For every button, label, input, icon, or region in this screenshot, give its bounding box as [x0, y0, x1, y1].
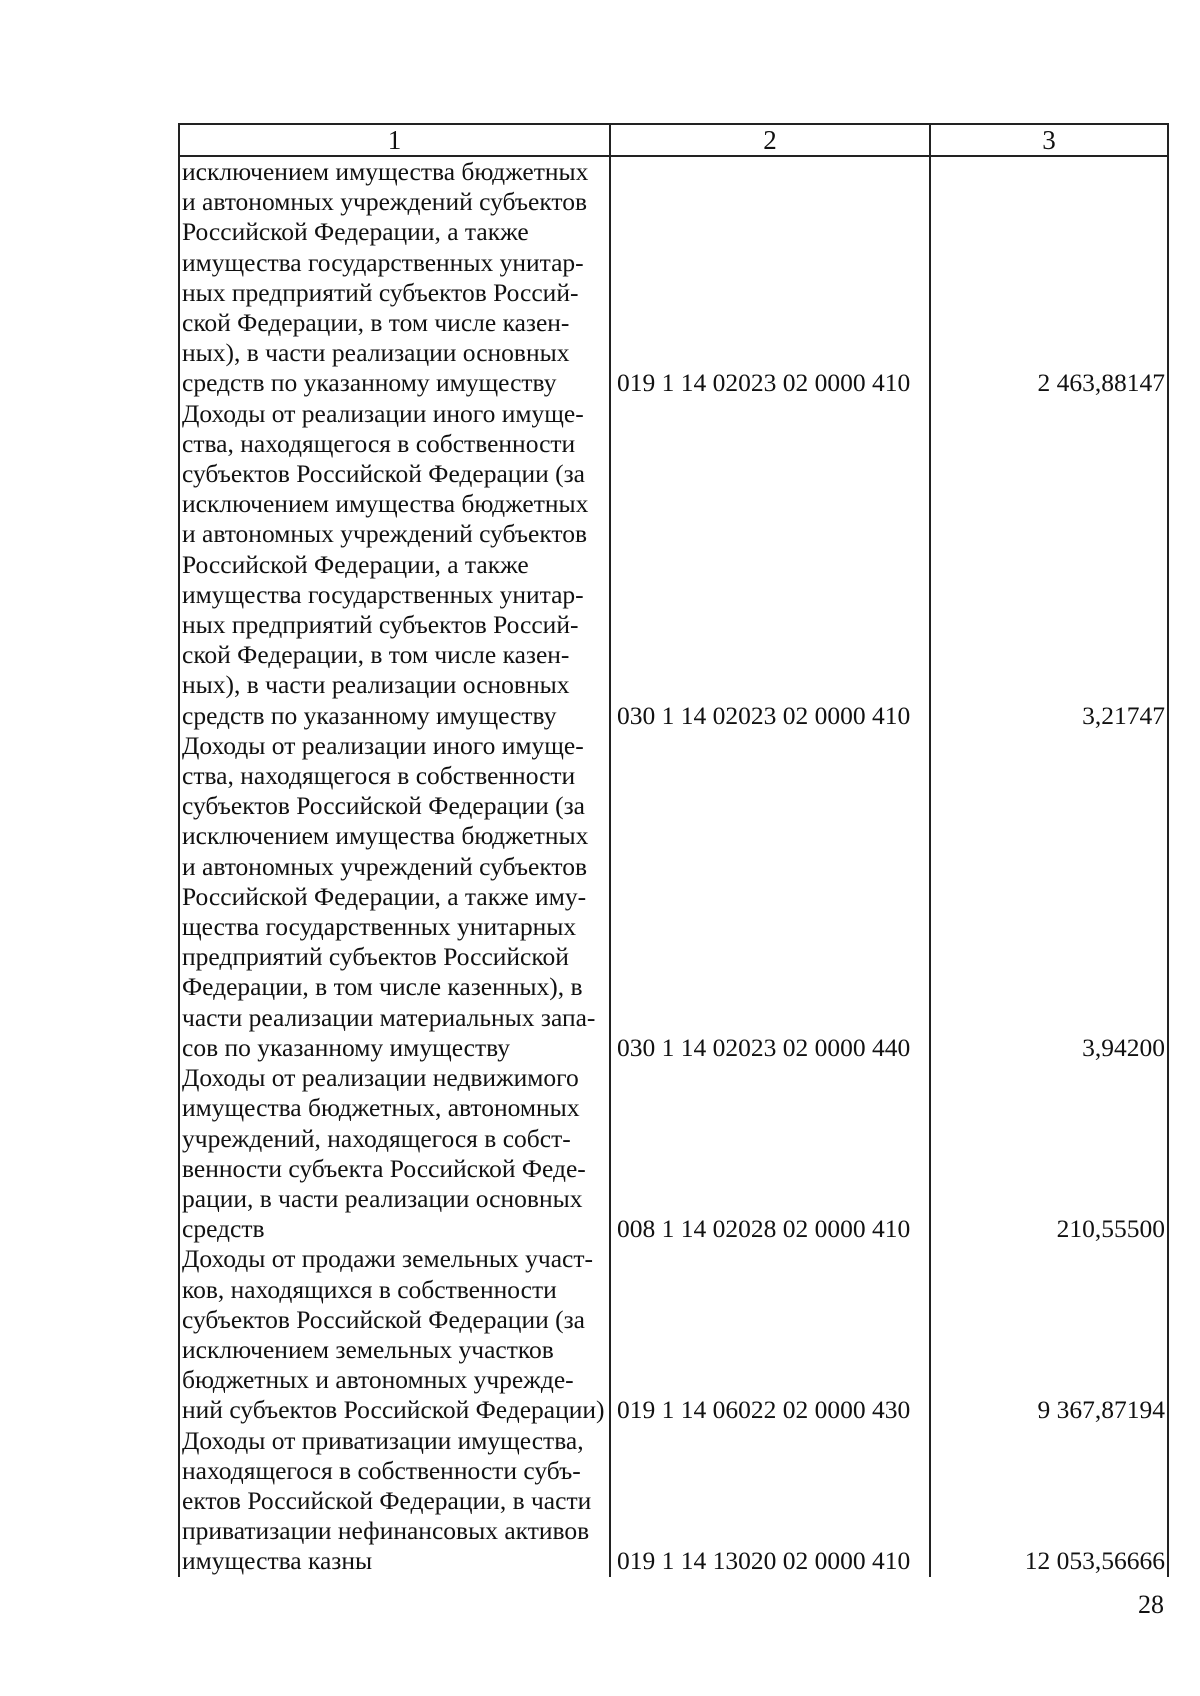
table-row — [180, 1063, 1167, 1244]
header-col-1: 1 — [180, 125, 611, 155]
row-description: Доходы от продажи земельных участ- ков, находящихся в собственности субъектов Российской Федерации (за исключением земельных участков бюджетных и автономных учрежде- ний субъектов Российской Федерации) — [180, 1244, 611, 1425]
row-amount: 3,94200 — [1082, 1032, 1165, 1062]
row-description: исключением имущества бюджетных и автономных учреждений субъектов Российской Федерации, а также имущества государственных унитар- ных предприятий субъектов Россий- ской Федерации, в том числе казен- ных), в части реализации основных средств по указанному имуществу — [180, 157, 611, 399]
page-number: 28 — [1138, 1590, 1164, 1619]
row-code: 030 1 14 02023 02 0000 410 — [611, 399, 931, 731]
row-description: Доходы от реализации иного имуще- ства, находящегося в собственности субъектов Российской Федерации (за исключением имущества бюджетных и автономных учреждений субъектов Российской Федерации, а также имущества государственных унитар- ных предприятий субъектов Россий- ской Федерации, в том числе казен- ных), в части реализации основных средств по указанному имуществу — [180, 399, 611, 731]
table-row — [180, 399, 1167, 731]
row-code: 030 1 14 02023 02 0000 440 — [611, 731, 931, 1063]
row-amount: 9 367,87194 — [1037, 1395, 1165, 1425]
table-row — [180, 1244, 1167, 1425]
header-col-2: 2 — [611, 125, 931, 155]
row-amount: 12 053,56666 — [1024, 1546, 1165, 1576]
row-description: Доходы от реализации недвижимого имущества бюджетных, автономных учреждений, находящегося в собст- венности субъекта Российской Феде- рации, в части реализации основных средств — [180, 1063, 611, 1244]
table-row — [180, 731, 1167, 1063]
row-code: 019 1 14 06022 02 0000 430 — [611, 1244, 931, 1425]
row-description: Доходы от реализации иного имуще- ства, находящегося в собственности субъектов Российской Федерации (за исключением имущества бюджетных и автономных учреждений субъектов Российской Федерации, а также иму- щества государственных унитарных предприятий субъектов Российской Федерации, в том числе казенных), в части реализации материальных запа- сов по указанному имуществу — [180, 731, 611, 1063]
table-row — [180, 1426, 1167, 1577]
table-row — [180, 157, 1167, 399]
header-col-3: 3 — [1042, 125, 1056, 155]
row-code: 019 1 14 13020 02 0000 410 — [611, 1426, 931, 1577]
row-amount: 3,21747 — [1082, 700, 1165, 730]
row-amount: 2 463,88147 — [1037, 368, 1165, 398]
row-code: 008 1 14 02028 02 0000 410 — [611, 1063, 931, 1244]
row-code: 019 1 14 02023 02 0000 410 — [611, 157, 931, 399]
revenue-table — [178, 123, 1169, 1577]
row-amount: 210,55500 — [1056, 1214, 1165, 1244]
row-description: Доходы от приватизации имущества, находящегося в собственности субъ- ектов Российской Федерации, в части приватизации нефинансовых активов имущества казны — [180, 1426, 611, 1577]
table-header — [180, 123, 1167, 157]
